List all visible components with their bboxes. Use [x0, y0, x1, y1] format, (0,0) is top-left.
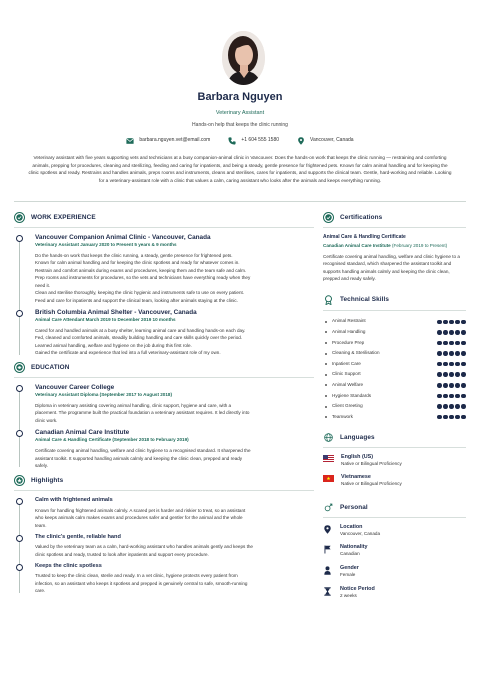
- highlights-section: [14, 475, 314, 594]
- check-icon: [323, 212, 334, 223]
- entry-line: Known for handling frightened animals calmly. A scared pet is harder and riskier to treat, so an assistant: [35, 507, 246, 513]
- skill-dot: [461, 383, 466, 388]
- skill-level: [437, 372, 466, 377]
- skill-dot: [443, 415, 448, 420]
- skill-dot: [437, 404, 442, 409]
- entry-line: Prep rooms and instruments for procedures, so the vets and technicians have everything ready when they: [35, 275, 251, 281]
- skill-level: [437, 341, 466, 346]
- candidate-name: Barbara Nguyen: [197, 91, 283, 103]
- skill-level: [437, 415, 466, 420]
- entry-line: placement. The programme built the practical foundation a veterinary assistant requires. It led directly into: [35, 410, 250, 416]
- skill-dot: [443, 372, 448, 377]
- certificate-name: Animal Care & Handling Certificate: [323, 234, 406, 240]
- skill-row: [323, 369, 466, 380]
- section-title: EDUCATION: [31, 363, 70, 371]
- skill-dot: [449, 415, 454, 420]
- entry-line: who keeps animals calm makes exams and procedures safer and gentler for the animal and the whole: [35, 515, 243, 521]
- skill-name: [323, 350, 380, 357]
- contact-email[interactable]: [126, 137, 210, 145]
- skill-row: [323, 380, 466, 391]
- star-icon: [14, 475, 25, 486]
- skill-row: [323, 359, 466, 370]
- gender-icon: [323, 502, 334, 513]
- skill-dot: [437, 383, 442, 388]
- skill-dot: [455, 341, 460, 346]
- experience-entry: [35, 234, 314, 304]
- personal-section: [323, 502, 466, 600]
- timeline-dot: [16, 498, 23, 505]
- section-rule: [323, 310, 466, 311]
- entry-line: Restrain and comfort animals during exams and procedures, keeping them and the team safe and calm.: [35, 267, 247, 273]
- skill-dot: [461, 341, 466, 346]
- entry-line: clinic work.: [35, 417, 58, 423]
- language-item: [323, 454, 466, 468]
- entry-line: Diploma in veterinary assisting covering animal handling, clinic support, hygiene and care, with a: [35, 402, 232, 408]
- skill-dot: [437, 394, 442, 399]
- location-text: Vancouver, Canada: [310, 137, 354, 144]
- contact-bar: [0, 137, 480, 145]
- personal-value: Vancouver, Canada: [340, 530, 381, 536]
- skill-row: [323, 412, 466, 423]
- skill-level: [437, 320, 466, 325]
- location-icon: [323, 525, 331, 534]
- entry-line: safely.: [35, 462, 48, 468]
- skill-dot: [461, 362, 466, 367]
- skill-dot: [437, 415, 442, 420]
- skill-name: [323, 361, 361, 368]
- hourglass-icon: [323, 587, 331, 596]
- contact-location: [297, 137, 354, 145]
- globe-icon: [323, 432, 334, 443]
- language-name: English (US): [341, 454, 374, 461]
- certifications-section: [323, 212, 466, 283]
- section-rule: [323, 227, 466, 228]
- header-divider: [14, 201, 466, 202]
- email-text: barbara.nguyen.vet@email.com: [139, 137, 211, 144]
- personal-label: Notice Period: [340, 585, 375, 592]
- highlight-entry: [35, 534, 314, 558]
- flag-icon: [323, 545, 331, 554]
- skill-label: Cleaning & Sterilisation: [332, 350, 380, 356]
- education-section: [14, 362, 314, 470]
- phone-icon: [228, 137, 236, 145]
- skill-dot: [449, 320, 454, 325]
- skill-label: Animal Restraint: [332, 318, 366, 324]
- education-entry: [35, 429, 314, 469]
- language-level: Native or Bilingual Proficiency: [341, 481, 402, 487]
- photo: [222, 31, 265, 85]
- skill-dot: [461, 330, 466, 335]
- skill-label: Animal Welfare: [332, 382, 364, 388]
- certificate-org: Canadian Animal Care Institute: [323, 243, 391, 249]
- location-icon: [297, 137, 305, 145]
- skill-label: Clinic Support: [332, 371, 361, 377]
- contact-phone[interactable]: [228, 137, 279, 145]
- certificate-description: Certificate covering animal handling, welfare and clinic hygiene to a recognised standard, which sharpened the assistant toolkit and supports handling animals calmly and keeping the clinic clean, prepped and ready safely.: [323, 254, 460, 282]
- job-title: Veterinary Assistant: [215, 110, 265, 116]
- certificate-dates: (February 2019 to Present): [392, 243, 448, 249]
- skill-dot: [455, 383, 460, 388]
- entry-line: care.: [35, 588, 46, 594]
- section-rule: [323, 517, 466, 518]
- entry-line: Cared for and handled animals at a busy shelter, learning animal care and handling hands-on each day.: [35, 328, 246, 334]
- skill-name: [323, 340, 364, 347]
- personal-value: 2 weeks: [340, 592, 357, 598]
- skill-dot: [455, 415, 460, 420]
- skill-dot: [443, 330, 448, 335]
- skill-dot: [437, 320, 442, 325]
- skill-row: [323, 338, 466, 349]
- language-level: Native or Bilingual Proficiency: [341, 461, 402, 467]
- skill-dot: [449, 362, 454, 367]
- timeline-dot: [16, 430, 23, 437]
- entry-title: Canadian Animal Care Institute: [35, 429, 130, 437]
- skill-name: [323, 371, 361, 378]
- skill-dot: [461, 415, 466, 420]
- skill-row: [323, 391, 466, 402]
- highlight-entry: [35, 563, 314, 595]
- entry-subtitle: Veterinary Assistant January 2020 to Present 5 years & 9 months: [35, 242, 177, 248]
- skill-level: [437, 394, 466, 399]
- entry-title: British Columbia Animal Shelter - Vancouver, Canada: [35, 309, 197, 317]
- entry-line: Known for calm animal handling and for keeping the clinic spotless and ready for whatever comes in.: [35, 260, 240, 266]
- skill-label: Animal Handling: [332, 329, 366, 335]
- bullet-icon: [325, 406, 327, 408]
- section-rule: [14, 227, 314, 228]
- award-icon: [323, 295, 334, 306]
- language-name: Vietnamese: [341, 474, 371, 481]
- tagline: Hands-on help that keeps the clinic running: [192, 122, 288, 128]
- skill-dot: [455, 320, 460, 325]
- skill-level: [437, 330, 466, 335]
- entry-title: Vancouver Companion Animal Clinic - Vancouver, Canada: [35, 234, 211, 241]
- left-column: [14, 212, 314, 600]
- skill-name: [323, 414, 353, 421]
- skill-row: [323, 401, 466, 412]
- skill-dot: [455, 362, 460, 367]
- skill-level: [437, 383, 466, 388]
- skill-name: [323, 393, 371, 400]
- work-experience-section: [14, 212, 314, 357]
- bullet-icon: [325, 374, 327, 376]
- highlight-title: Keeps the clinic spotless: [35, 563, 102, 570]
- skill-dot: [443, 320, 448, 325]
- experience-entry: [35, 309, 314, 357]
- personal-item-nationality: [323, 544, 466, 558]
- skill-dot: [461, 394, 466, 399]
- timeline-dot: [16, 235, 23, 242]
- timeline-dot: [16, 535, 23, 542]
- personal-value: Female: [340, 572, 356, 578]
- skill-row: [323, 317, 466, 328]
- highlight-title: Calm with frightened animals: [35, 497, 113, 504]
- section-title: Languages: [340, 434, 375, 442]
- entry-line: assistant toolkit. It supported handling animals calmly and keeping the clinic clean, prepped and ready: [35, 455, 243, 461]
- section-rule: [323, 447, 466, 448]
- section-rule: [14, 377, 314, 378]
- entry-subtitle: Veterinary Assistant Diploma (September 2017 to August 2018): [35, 392, 173, 398]
- skill-level: [437, 362, 466, 367]
- bullet-icon: [325, 342, 327, 344]
- entry-line: infection, so an assistant who keeps it spotless and prepped is genuinely central to safe, smooth-running: [35, 580, 248, 586]
- skill-label: Client Greeting: [332, 403, 363, 409]
- timeline-dot: [16, 310, 23, 317]
- section-title: Technical Skills: [340, 296, 390, 304]
- entry-line: Clean and sterilise thoroughly, keeping the clinic hygienic and instruments safe to use on every patient.: [35, 290, 245, 296]
- user-icon: [323, 566, 331, 575]
- skill-dot: [449, 330, 454, 335]
- skill-dot: [461, 404, 466, 409]
- skill-dot: [455, 351, 460, 356]
- skill-dot: [449, 351, 454, 356]
- skill-name: [323, 318, 366, 325]
- skill-dot: [437, 341, 442, 346]
- language-item: [323, 474, 466, 488]
- entry-line: Gained the certificate and experience that led into a full veterinary-assistant role of my own.: [35, 350, 221, 356]
- personal-item-gender: [323, 565, 466, 579]
- skill-label: Teamwork: [332, 413, 353, 419]
- bullet-icon: [325, 331, 327, 333]
- skill-dot: [455, 372, 460, 377]
- right-column: [323, 212, 466, 606]
- entry-line: Feed and care for inpatients and support the clinical team, looking after animals staying at the clinic.: [35, 297, 239, 303]
- entry-line: Valued by the veterinary team as a calm, hard-working assistant who handles animals gently and keeps the: [35, 544, 253, 550]
- entry-line: clinic spotless and ready, trusted to look after inpatients and support every procedure.: [35, 551, 209, 557]
- skill-dot: [443, 351, 448, 356]
- skill-dot: [449, 404, 454, 409]
- section-title: WORK EXPERIENCE: [31, 213, 96, 221]
- skill-row: [323, 327, 466, 338]
- personal-item-location: [323, 524, 466, 538]
- bullet-icon: [325, 395, 327, 397]
- entry-line: Trusted to keep the clinic clean, sterile and ready. In a vet clinic, hygiene protects every patient from: [35, 573, 238, 579]
- phone-text: +1 604 555 1580: [241, 137, 280, 144]
- bullet-icon: [325, 416, 327, 418]
- personal-label: Nationality: [340, 544, 368, 551]
- skill-name: [323, 403, 363, 410]
- skill-dot: [443, 341, 448, 346]
- skill-label: Procedure Prep: [332, 339, 365, 345]
- graduation-cap-icon: [14, 362, 25, 373]
- personal-value: Canadian: [340, 551, 360, 557]
- skill-dot: [437, 351, 442, 356]
- entry-line: Fed, cleaned and comforted animals, steadily building handling and care skills quickly over the period.: [35, 335, 243, 341]
- skill-dot: [455, 394, 460, 399]
- skill-dot: [443, 394, 448, 399]
- skill-dot: [449, 341, 454, 346]
- skill-dot: [443, 404, 448, 409]
- highlight-entry: [35, 497, 314, 529]
- vietnam-flag-icon: [323, 475, 334, 482]
- skill-dot: [437, 362, 442, 367]
- section-title: Certifications: [340, 213, 383, 221]
- skill-dot: [443, 383, 448, 388]
- profile-summary: Veterinary assistant with five years supporting vets and technicians at a busy companion-animal clinic in Vancouver. Does the hands-on work that keeps the clinic running — restraining and comforting animals, prepping for procedures, cleaning and sterilizing, feeding and caring for inpatients, and being a steady, gentle presence for frightened pets. Known for calm animal handling and for keeping the clinic spotless and ready. Restrains and handles animals, preps rooms and instruments, cleans and sterilises, cares for inpatients, and supports the clinical team. Gentle, hard-working and reliable. Looking for a veterinary-assistant role with a clinic that values a calm, caring assistant who looks after the animals and keeps everything running.: [28, 155, 452, 183]
- personal-label: Gender: [340, 565, 359, 572]
- bullet-icon: [325, 353, 327, 355]
- skill-level: [437, 404, 466, 409]
- skill-dot: [443, 362, 448, 367]
- skill-dot: [461, 320, 466, 325]
- skill-label: Hygiene Standards: [332, 392, 372, 398]
- skill-dot: [461, 351, 466, 356]
- skill-name: [323, 382, 363, 389]
- skill-dot: [437, 330, 442, 335]
- languages-section: [323, 432, 466, 487]
- entry-subtitle: Animal Care & Handling Certificate (September 2018 to February 2019): [35, 437, 189, 443]
- bullet-icon: [325, 384, 327, 386]
- skill-dot: [437, 372, 442, 377]
- entry-line: need it.: [35, 282, 51, 288]
- certificate-issuer: [323, 243, 466, 250]
- skills-list: [323, 317, 466, 423]
- highlight-title: The clinic's gentle, reliable hand: [35, 533, 121, 540]
- us-flag-icon: [323, 455, 334, 462]
- skill-dot: [455, 330, 460, 335]
- check-icon: [14, 212, 25, 223]
- timeline-dot: [16, 385, 23, 392]
- skill-dot: [455, 404, 460, 409]
- timeline-dot: [16, 564, 23, 571]
- entry-line: Certificate covering animal handling, welfare and clinic hygiene to a recognised standard. It sharpened the: [35, 448, 251, 454]
- technical-skills-section: [323, 295, 466, 423]
- entry-title: Vancouver Career College: [35, 383, 115, 391]
- entry-subtitle: Animal Care Attendant March 2019 to December 2019 10 months: [35, 317, 176, 323]
- skill-dot: [449, 394, 454, 399]
- skill-dot: [449, 383, 454, 388]
- skill-dot: [461, 372, 466, 377]
- entry-line: Do the hands-on work that keeps the clinic running, a steady, gentle presence for frightened pets.: [35, 252, 233, 258]
- personal-label: Location: [340, 523, 363, 530]
- skill-level: [437, 351, 466, 356]
- entry-line: team.: [35, 522, 47, 528]
- skill-name: [323, 329, 365, 336]
- email-icon: [126, 137, 134, 145]
- section-title: Personal: [340, 503, 368, 511]
- skill-row: [323, 348, 466, 359]
- skill-label: Inpatient Care: [332, 360, 361, 366]
- skill-dot: [449, 372, 454, 377]
- section-title: Highlights: [31, 477, 64, 485]
- education-entry: [35, 384, 314, 424]
- bullet-icon: [325, 363, 327, 365]
- bullet-icon: [325, 321, 327, 323]
- section-rule: [14, 490, 314, 491]
- personal-item-notice: [323, 586, 466, 600]
- entry-line: Learned animal handling, welfare and hygiene on the job during this first role.: [35, 342, 192, 348]
